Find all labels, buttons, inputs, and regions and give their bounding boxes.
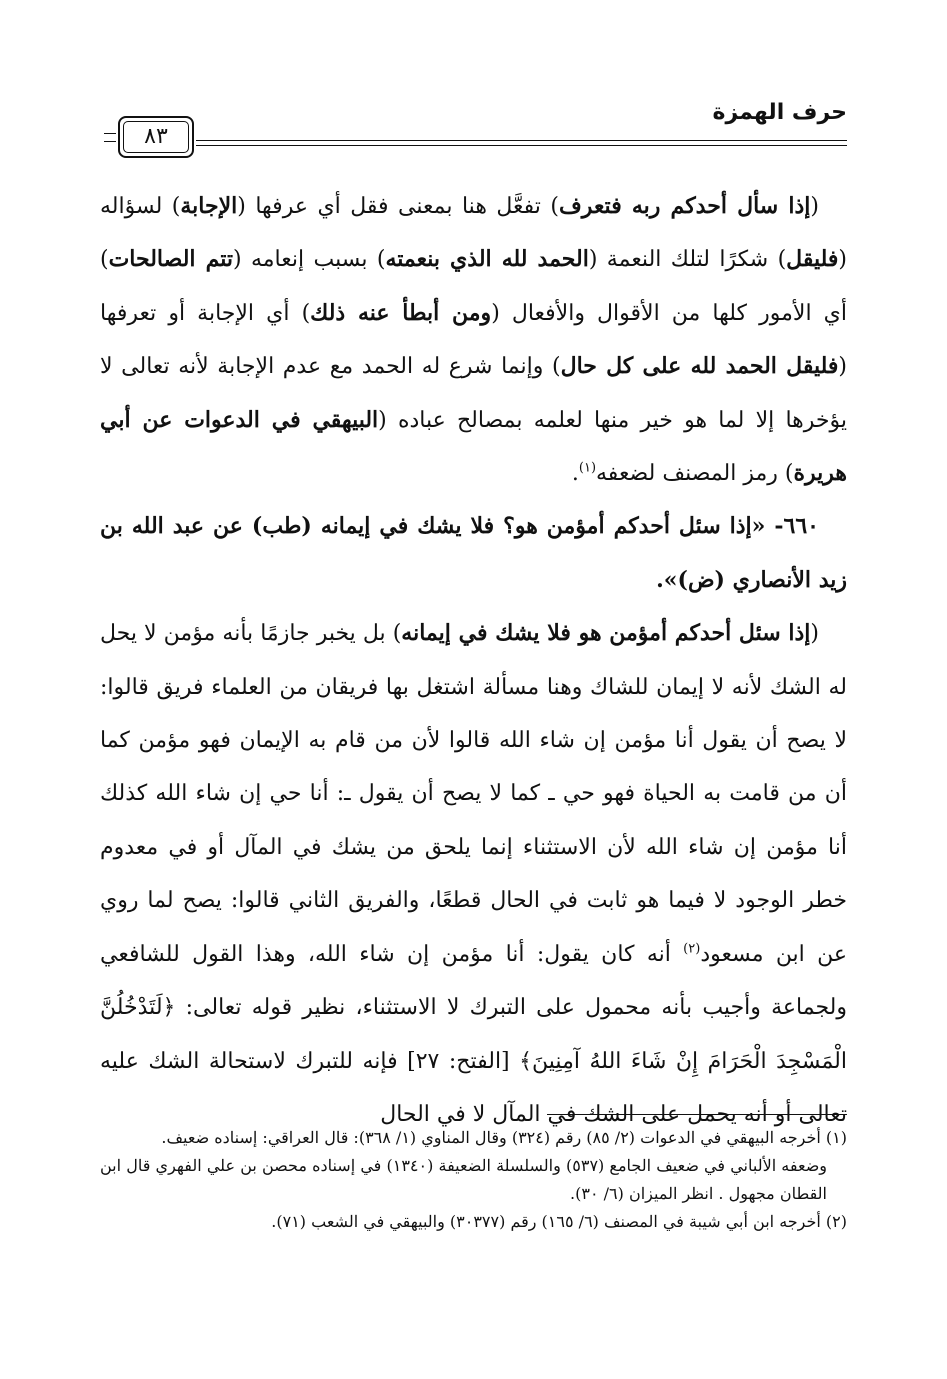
text-run: ) لسؤاله ( xyxy=(100,194,847,273)
header-rule-end-mark xyxy=(104,133,116,142)
footnote-ref-1[interactable]: (١) xyxy=(578,460,597,476)
quoted-hadith-phrase: فليقل xyxy=(786,246,839,273)
main-text xyxy=(100,180,847,1141)
text-run: ) أي الأمور كلها من الأقوال والأفعال ( xyxy=(100,247,847,326)
quoted-hadith-phrase: الإجابة xyxy=(180,193,238,219)
text-run: ) بسبب إنعامه ( xyxy=(232,247,386,273)
quoted-hadith-phrase: إذا سئل أحدكم أمؤمن هو فلا يشك في إيمانه xyxy=(401,620,811,647)
footnote-ref-2[interactable]: (٢) xyxy=(683,941,701,957)
text-run: ( xyxy=(810,194,819,219)
text-run: ) رمز المصنف لضعفه xyxy=(596,461,794,487)
footnote-1: (١) أخرجه البيهقي في الدعوات (٢/ ٨٥) رقم (٣٢٤) وقال المناوي (١/ ٣٦٨): قال العراقي: إسناده ضعيف. xyxy=(161,1128,847,1147)
footnote-1-continued: وضعفه الألباني في ضعيف الجامع (٥٣٧) والسلسلة الضعيفة (١٣٤٠) في إسناده محصن بن علي الفهري قال ابن القطان مجهول . انظر الميزان (٦/ ٣٠). xyxy=(100,1156,828,1203)
hadith-660: ٦٦٠- «إذا سئل أحدكم أمؤمن هو؟ فلا يشك في إيمانه (طب) عن عبد الله بن زيد الأنصاري (ض)». xyxy=(100,513,847,593)
text-run: ) تفعَّل هنا بمعنى فقل أي عرفها ( xyxy=(237,194,559,219)
page-number-frame xyxy=(118,116,194,158)
text-run: ) بل يخبر جازمًا بأنه مؤمن لا يحل له الشك لأنه لا إيمان للشاك وهنا مسألة اشتغل بها فريقان من العلماء فريق قالوا: لا يصح أن يقول أنا مؤمن إن شاء الله قالوا لأن من قام به الإيمان فهو مؤمن كما أن من قامت به الحياة فهو حي ـ كما لا يصح أن يقول ـ: أنا حي إن شاء الله كذلك أنا مؤمن إن شاء الله لأن الاستثناء إنما يلحق من يشك في المآل أو في معدوم خطر الوجود لا فيما هو ثابت في الحال قطعًا، والفريق الثاني قالوا: يصح لما روي عن ابن مسعود xyxy=(100,621,847,967)
quoted-hadith-phrase: الحمد لله الذي بنعمته xyxy=(385,246,589,273)
text-run: أنه كان يقول: أنا مؤمن إن شاء الله، وهذا القول للشافعي ولجماعة وأجيب بأنه محمول على التبرك لا الاستثناء، نظير قوله تعالى: ﴿لَتَدْخُلُنَّ الْمَسْجِدَ الْحَرَامَ إِنْ شَاءَ اللهُ آمِنِينَ﴾ [الفتح: ٢٧] فإنه للتبرك لاستحالة الشك عليه تعالى أو أنه يحمل على الشك في المآل لا في الحال xyxy=(100,941,848,1127)
text-run: ) شكرًا لتلك النعمة ( xyxy=(588,247,787,273)
quoted-hadith-phrase: البيهقي في الدعوات عن أبي هريرة xyxy=(100,406,847,487)
footnotes xyxy=(100,1124,847,1236)
quoted-hadith-phrase: إذا سأل أحدكم ربه فتعرف xyxy=(559,193,811,219)
quoted-hadith-phrase: تتم الصالحات xyxy=(108,246,233,273)
text-run: ) وإنما شرع له الحمد مع عدم الإجابة لأنه تعالى لا يؤخرها إلا لما هو خير منها لعلمه بمصالح عباده ( xyxy=(100,354,847,433)
footnote-separator xyxy=(547,1114,847,1115)
text-run: . xyxy=(571,461,579,487)
page-number: ٨٣ xyxy=(144,124,168,149)
text-run: ) أي الإجابة أو تعرفها ( xyxy=(100,300,847,380)
commentary-paragraph-2 xyxy=(100,607,847,1141)
quoted-hadith-phrase: ومن أبطأ عنه ذلك xyxy=(310,299,492,326)
commentary-paragraph-1 xyxy=(100,180,847,500)
text-run: ( xyxy=(810,621,819,647)
quoted-hadith-phrase: فليقل الحمد لله على كل حال xyxy=(560,353,839,380)
running-title: حرف الهمزة xyxy=(712,100,847,125)
footnote-2: (٢) أخرجه ابن أبي شيبة في المصنف (٦/ ١٦٥) رقم (٣٠٣٧٧) والبيهقي في الشعب (٧١). xyxy=(271,1212,847,1231)
header-double-rule xyxy=(196,140,847,146)
